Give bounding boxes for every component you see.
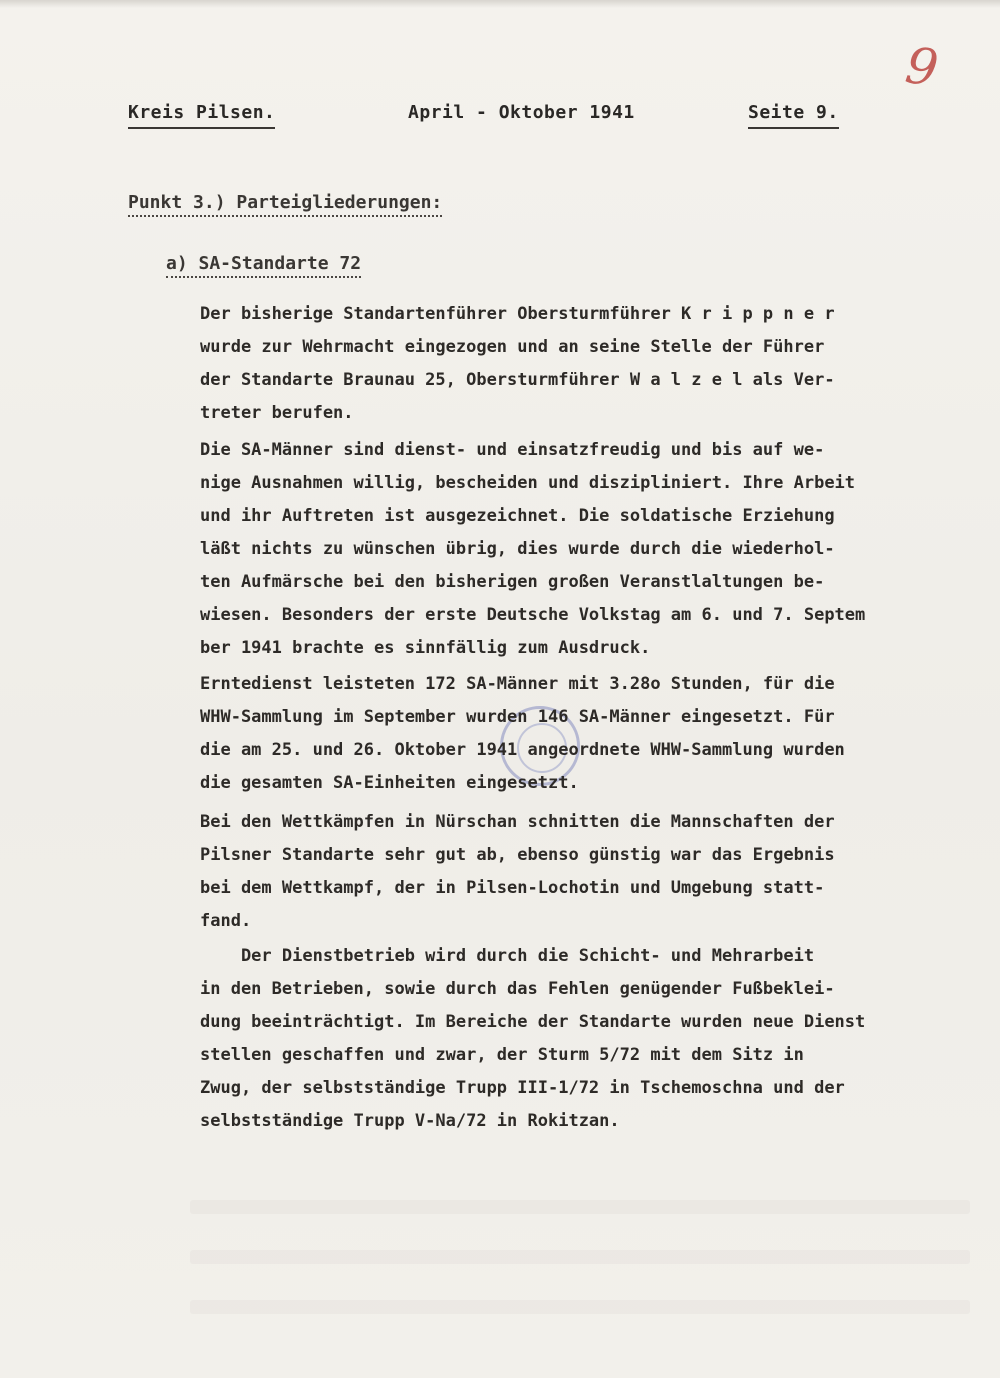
paragraph-4	[200, 806, 835, 938]
text-line: nige Ausnahmen willig, bescheiden und diszipliniert. Ihre Arbeit	[200, 473, 856, 493]
text-line: bei dem Wettkampf, der in Pilsen-Lochotin und Umgebung statt-	[200, 878, 825, 898]
text-line: Der Dienstbetrieb wird durch die Schicht- und Mehrarbeit	[200, 946, 815, 966]
text-line: der Standarte Braunau 25, Obersturmführer W a l z e l als Ver-	[200, 370, 835, 390]
paragraph-1	[200, 298, 835, 430]
text-line: läßt nichts zu wünschen übrig, dies wurde durch die wiederhol-	[200, 539, 835, 559]
text-line: wiesen. Besonders der erste Deutsche Volkstag am 6. und 7. Septem	[200, 605, 866, 625]
text-line: Der bisherige Standartenführer Obersturmführer K r i p p n e r	[200, 304, 835, 324]
handwritten-page-number: 9	[902, 36, 942, 98]
paper-edge	[0, 0, 1000, 8]
header-period: April - Oktober 1941	[408, 102, 635, 123]
subsection-title: a) SA-Standarte 72	[166, 253, 361, 278]
section-title: Punkt 3.) Parteigliederungen:	[128, 192, 442, 217]
paragraph-3	[200, 668, 845, 800]
text-line: in den Betrieben, sowie durch das Fehlen genügender Fußbeklei-	[200, 979, 835, 999]
text-line: Erntedienst leisteten 172 SA-Männer mit 3.28o Stunden, für die	[200, 674, 835, 694]
text-line: die gesamten SA-Einheiten eingesetzt.	[200, 773, 579, 793]
text-line: WHW-Sammlung im September wurden 146 SA-Männer eingesetzt. Für	[200, 707, 835, 727]
text-line: ber 1941 brachte es sinnfällig zum Ausdruck.	[200, 638, 651, 658]
text-line: treter berufen.	[200, 403, 354, 423]
header-seite: Seite 9.	[748, 102, 839, 129]
text-line: fand.	[200, 911, 252, 931]
text-line: dung beeinträchtigt. Im Bereiche der Standarte wurden neue Dienst	[200, 1012, 866, 1032]
text-line: Pilsner Standarte sehr gut ab, ebenso günstig war das Ergebnis	[200, 845, 835, 865]
header-kreis: Kreis Pilsen.	[128, 102, 275, 129]
bleed-through-mark	[190, 1300, 970, 1314]
text-line: Die SA-Männer sind dienst- und einsatzfreudig und bis auf we-	[200, 440, 825, 460]
text-line: ten Aufmärsche bei den bisherigen großen Veranstlaltungen be-	[200, 572, 825, 592]
page-header	[128, 102, 858, 142]
paragraph-5	[200, 940, 865, 1138]
bleed-through-mark	[190, 1250, 970, 1264]
text-line: Zwug, der selbstständige Trupp III-1/72 in Tschemoschna und der	[200, 1078, 845, 1098]
bleed-through-mark	[190, 1200, 970, 1214]
text-line: und ihr Auftreten ist ausgezeichnet. Die soldatische Erziehung	[200, 506, 835, 526]
text-line: wurde zur Wehrmacht eingezogen und an seine Stelle der Führer	[200, 337, 825, 357]
paragraph-2	[200, 434, 865, 665]
text-line: selbstständige Trupp V-Na/72 in Rokitzan.	[200, 1111, 620, 1131]
text-line: die am 25. und 26. Oktober 1941 angeordnete WHW-Sammlung wurden	[200, 740, 845, 760]
text-line: stellen geschaffen und zwar, der Sturm 5/72 mit dem Sitz in	[200, 1045, 804, 1065]
text-line: Bei den Wettkämpfen in Nürschan schnitten die Mannschaften der	[200, 812, 835, 832]
